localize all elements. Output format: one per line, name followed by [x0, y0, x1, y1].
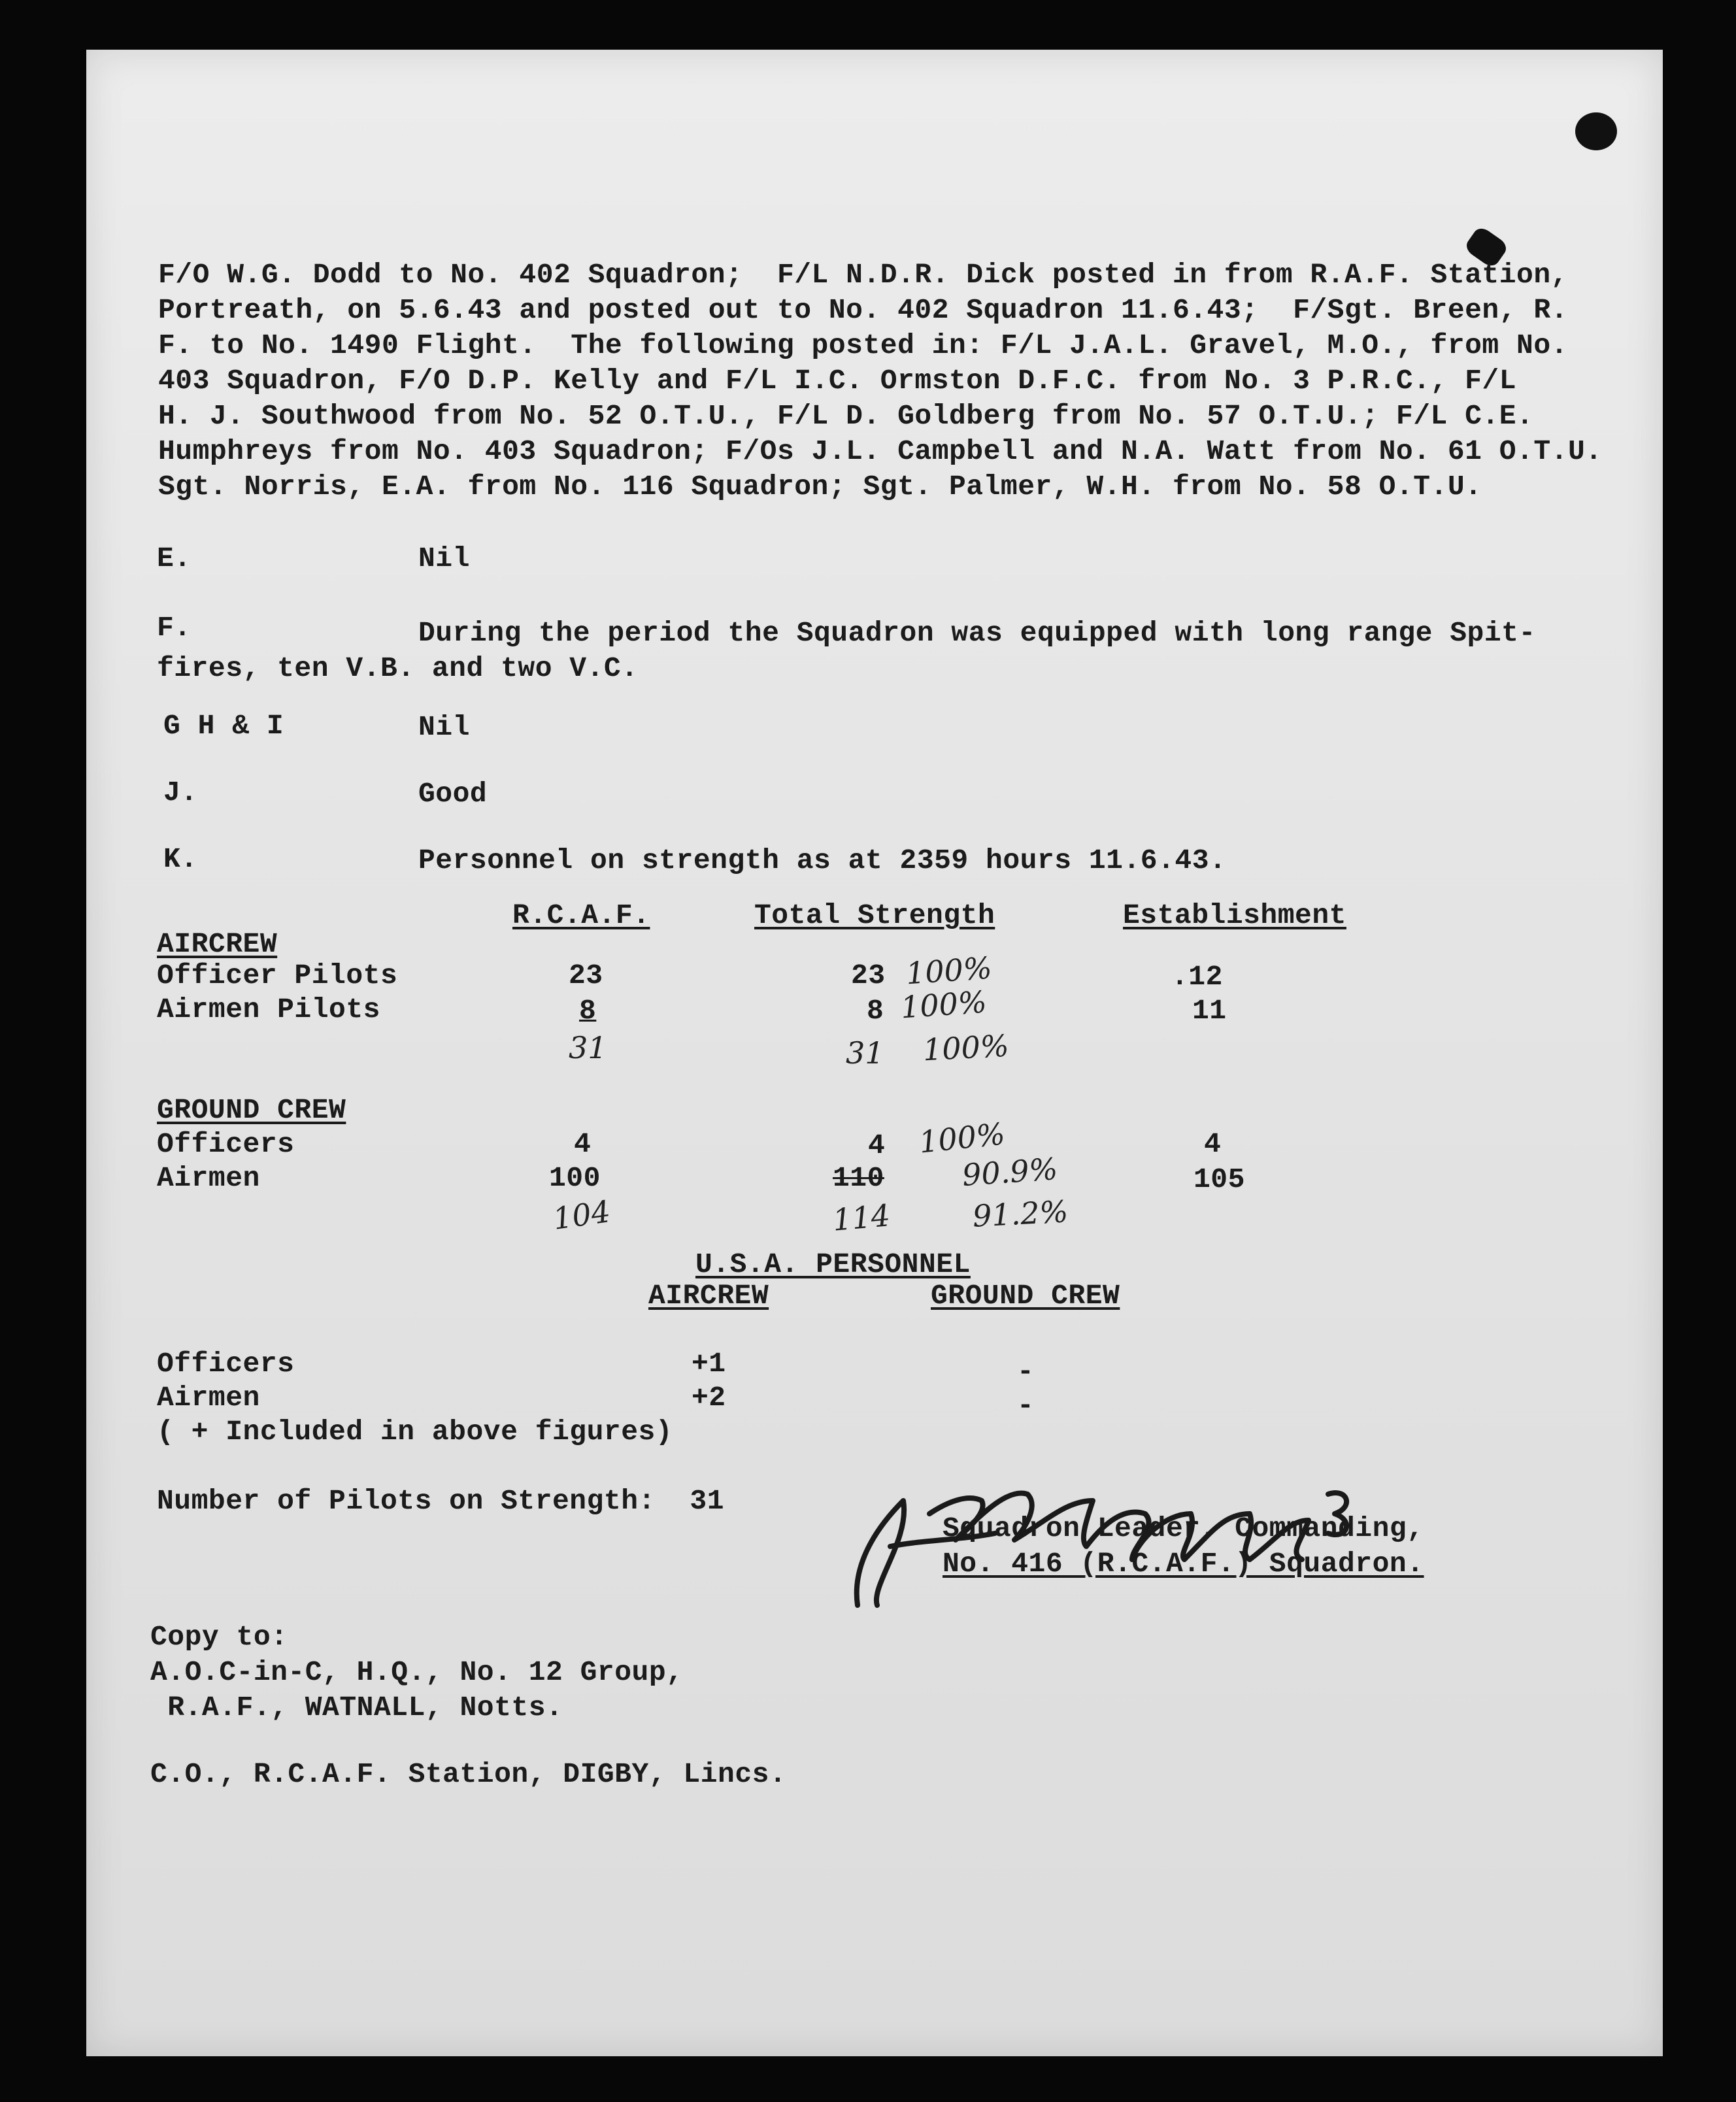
- section-ghi-label: G H & I: [163, 710, 284, 742]
- usa-officers-label: Officers: [157, 1348, 295, 1380]
- rcaf-value: 100: [549, 1162, 601, 1194]
- total-value: 23: [851, 959, 886, 992]
- establishment-value: .12: [1171, 961, 1223, 993]
- usa-airmen-ground: -: [1017, 1390, 1035, 1422]
- header-total-strength: Total Strength: [754, 899, 995, 931]
- handwritten-sum: 104: [550, 1193, 613, 1237]
- handwritten-percentage: 100%: [905, 950, 993, 992]
- pilots-on-strength: Number of Pilots on Strength: 31: [157, 1485, 725, 1517]
- signature-title: Squadron Leader, Commanding,: [943, 1512, 1424, 1544]
- usa-heading: U.S.A. PERSONNEL: [695, 1248, 971, 1280]
- copy-to-label: Copy to:: [150, 1621, 288, 1653]
- handwritten-sum: 31: [846, 1035, 884, 1071]
- paragraph-line: Portreath, on 5.6.43 and posted out to No. 402 Squadron 11.6.43; F/Sgt. Breen, R.: [158, 294, 1568, 326]
- ink-blot: [1575, 112, 1617, 150]
- total-value: 4: [868, 1129, 886, 1161]
- section-j-label: J.: [163, 776, 198, 809]
- usa-aircrew-heading: AIRCREW: [648, 1280, 769, 1312]
- section-k-label: K.: [163, 843, 198, 875]
- handwritten-sum: 31: [569, 1030, 607, 1065]
- section-f-text: During the period the Squadron was equipped with long range Spit-: [418, 617, 1536, 649]
- rcaf-value: 23: [569, 959, 603, 992]
- paragraph-line: H. J. Southwood from No. 52 O.T.U., F/L D. Goldberg from No. 57 O.T.U.; F/L C.E.: [158, 400, 1534, 432]
- section-ghi-text: Nil: [418, 711, 470, 743]
- usa-note: ( + Included in above figures): [157, 1416, 673, 1448]
- copy-to-line: C.O., R.C.A.F. Station, DIGBY, Lincs.: [150, 1758, 787, 1790]
- paragraph-line: Humphreys from No. 403 Squadron; F/Os J.L. Campbell and N.A. Watt from No. 61 O.T.U.: [158, 435, 1603, 467]
- paragraph-line: F/O W.G. Dodd to No. 402 Squadron; F/L N.D.R. Dick posted in from R.A.F. Station,: [158, 259, 1568, 291]
- header-establishment: Establishment: [1123, 899, 1346, 931]
- total-value: 8: [867, 995, 884, 1027]
- section-f-text: fires, ten V.B. and two V.C.: [157, 652, 639, 684]
- handwritten-percentage: 100%: [922, 1027, 1010, 1068]
- usa-airmen-label: Airmen: [157, 1382, 260, 1414]
- total-value: 110: [833, 1162, 884, 1194]
- personnel-postings-paragraph: [158, 258, 1603, 505]
- ground-crew-heading: GROUND CREW: [157, 1094, 346, 1126]
- aircrew-heading: AIRCREW: [157, 928, 278, 960]
- usa-officers-ground: -: [1017, 1356, 1035, 1388]
- document-page: [86, 50, 1663, 2056]
- establishment-value: 105: [1194, 1163, 1245, 1195]
- usa-airmen-aircrew: +2: [692, 1382, 726, 1414]
- row-label: Airmen Pilots: [157, 993, 380, 1026]
- paragraph-line: F. to No. 1490 Flight. The following posted in: F/L J.A.L. Gravel, M.O., from No.: [158, 329, 1568, 361]
- establishment-value: 4: [1204, 1128, 1222, 1160]
- paragraph-line: Sgt. Norris, E.A. from No. 116 Squadron; Sgt. Palmer, W.H. from No. 58 O.T.U.: [158, 471, 1482, 503]
- handwritten-percentage: 100%: [899, 984, 988, 1026]
- section-j-text: Good: [418, 778, 488, 810]
- copy-to-line: A.O.C-in-C, H.Q., No. 12 Group,: [150, 1656, 684, 1688]
- header-rcaf: R.C.A.F.: [512, 899, 650, 931]
- squadron-name: No. 416 (R.C.A.F.) Squadron.: [943, 1548, 1424, 1580]
- row-label: Airmen: [157, 1162, 260, 1194]
- copy-to-line: R.A.F., WATNALL, Notts.: [150, 1692, 563, 1724]
- handwritten-percentage: 100%: [917, 1116, 1007, 1160]
- handwritten-sum: 114: [831, 1197, 892, 1238]
- handwritten-percentage: 91.2%: [971, 1193, 1069, 1234]
- paragraph-line: 403 Squadron, F/O D.P. Kelly and F/L I.C. Ormston D.F.C. from No. 3 P.R.C., F/L: [158, 365, 1517, 397]
- usa-ground-crew-heading: GROUND CREW: [931, 1280, 1120, 1312]
- usa-officers-aircrew: +1: [692, 1348, 726, 1380]
- section-e-label: E.: [157, 542, 192, 575]
- row-label: Officers: [157, 1128, 295, 1160]
- rcaf-value: 4: [574, 1128, 592, 1160]
- section-k-text: Personnel on strength as at 2359 hours 11.6.43.: [418, 844, 1227, 876]
- section-f-label: F.: [157, 612, 192, 644]
- establishment-value: 11: [1192, 995, 1227, 1027]
- row-label: Officer Pilots: [157, 959, 398, 992]
- rcaf-value: 8: [579, 995, 597, 1027]
- section-e-text: Nil: [418, 542, 470, 575]
- handwritten-percentage: 90.9%: [961, 1150, 1059, 1193]
